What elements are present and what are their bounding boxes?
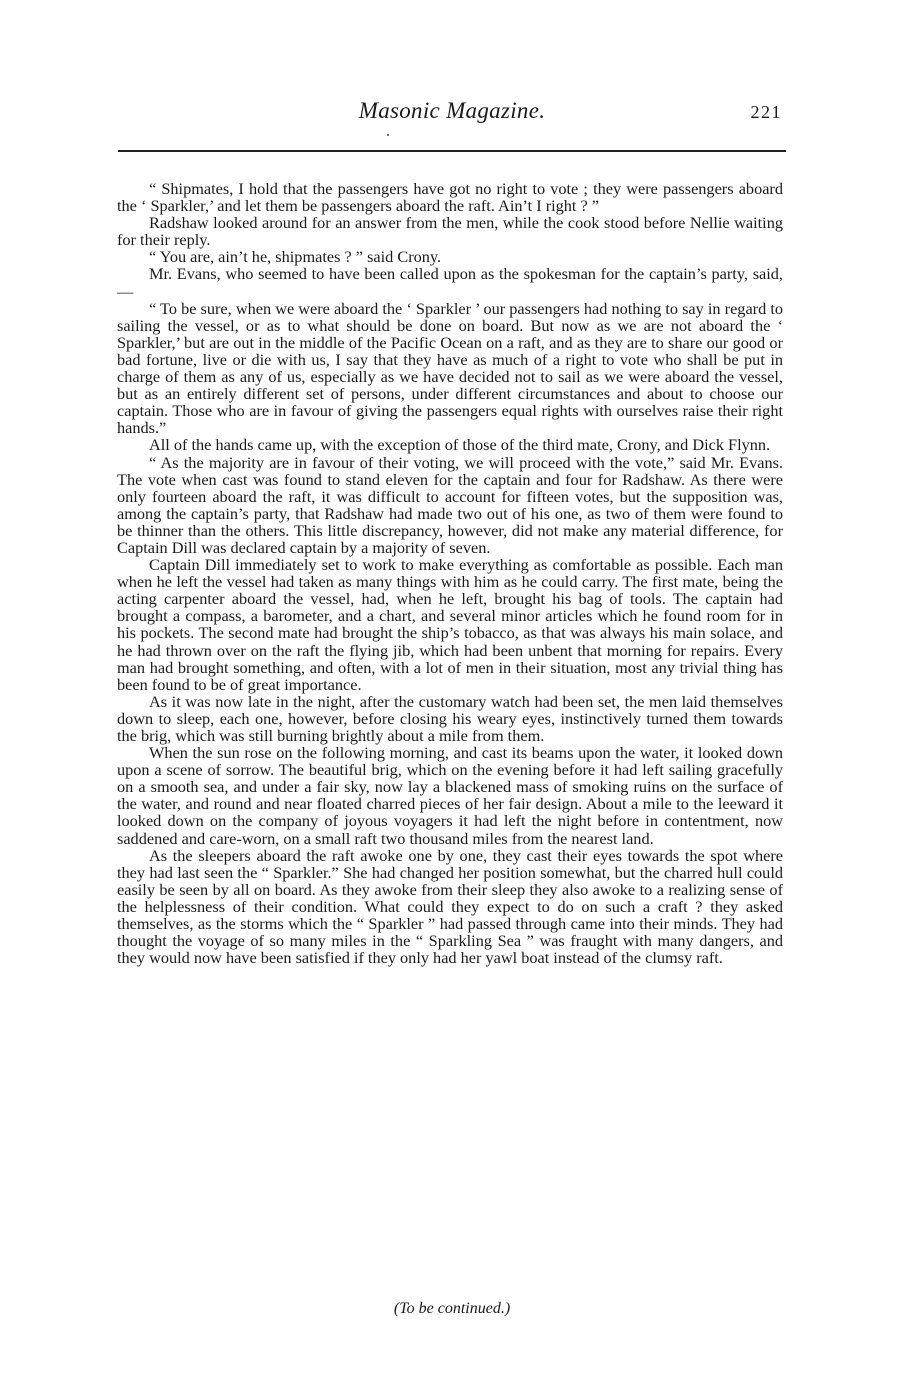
paragraph-7: “ As the majority are in favour of their voting, we will proceed with the vote,” said Mr. Evans. The vote when cast was found to stand eleven for the captain and four for Radshaw. As there were only fourteen aboard the raft, it was difficult to account for fifteen votes, but the supposition was, among the captain’s party, that Radshaw had made two out of his one, as two of them were found to be thinner than the others. This little discrepancy, however, did not make any material difference, for Captain Dill was declared captain by a majority of seven.: [117, 452, 783, 557]
paragraph-9: As it was now late in the night, after the customary watch had been set, the men laid themselves down to sleep, each one, however, before closing his weary eyes, instinctively turned them towards the brig, which was still burning brightly about a mile from them.: [117, 691, 783, 745]
page-number: 221: [750, 102, 782, 122]
paragraph-2: Radshaw looked around for an answer from the men, while the cook stood before Nellie waiting for their reply.: [117, 213, 783, 250]
header-rule: [118, 150, 786, 152]
running-title: Masonic Magazine.: [358, 98, 546, 123]
paragraph-5: “ To be sure, when we were aboard the ‘ Sparkler ’ our passengers had nothing to say in regard to sailing the vessel, or as to what should be done on board. But now as we are not aboard the ‘ Sparkler,’ but are out in the middle of the Pacific Ocean on a raft, and as they are to share our good or bad fortune, live or die with us, I say that they have as much of a right to vote who shall be put in charge of them as any of us, especially as we have decided not to sail as we were aboard the vessel, but as an entirely different set of persons, under different circumstances and about to choose our captain. Those who are in favour of giving the passengers equal rights with ourselves raise their right hands.”: [117, 298, 783, 438]
paragraph-4: Mr. Evans, who seemed to have been called upon as the spokesman for the captain’s party, said,—: [117, 264, 783, 301]
paragraph-8: Captain Dill immediately set to work to make everything as comfortable as possible. Each man when he left the vessel had taken as many things with him as he could carry. The first mate, being the acting carpenter aboard the vessel, had, when he left, brought his bag of tools. The captain had brought a compass, a barometer, and a chart, and several minor articles which he found room for in his pockets. The second mate had brought the ship’s tobacco, as that was always his main solace, and he had thrown over on the raft the flying jib, which had been unbent that morning for repairs. Every man had brought something, and often, with a lot of men in their situation, most any trivial thing has been found to be of great importance.: [117, 555, 783, 694]
paragraph-11: As the sleepers aboard the raft awoke one by one, they cast their eyes towards the spot where they had last seen the “ Sparkler.” She had changed her position somewhat, but the charred hull could easily be seen by all on board. As they awoke from their sleep they also awoke to a realizing sense of the helplessness of their condition. What could they expect to do on such a craft ? they asked themselves, as the storms which the “ Sparkler ” had passed through came into their minds. They had thought the voyage of so many miles in the “ Sparkling Sea ” was fraught with many dangers, and they would now have been satisfied if they only had her yawl boat instead of the clumsy raft.: [117, 845, 783, 968]
article-body: [117, 180, 783, 966]
page-header: [118, 98, 786, 134]
to-be-continued-note: (To be continued.): [393, 1300, 511, 1317]
paragraph-6: All of the hands came up, with the exception of those of the third mate, Crony, and Dick Flynn.: [149, 435, 771, 455]
paragraph-10: When the sun rose on the following morning, and cast its beams upon the water, it looked down upon a scene of sorrow. The beautiful brig, which on the evening before it had left sailing gracefully on a smooth sea, and under a fair sky, now lay a blackened mass of smoking ruins on the surface of the water, and round and near floated charred pieces of her fair design. About a mile to the leeward it looked down on the company of joyous voyagers it had left the night before in contentment, now saddened and care-worn, on a small raft two thousand miles from the nearest land.: [117, 743, 783, 848]
paragraph-3: “ You are, ain’t he, shipmates ? ” said Crony.: [149, 247, 442, 267]
paragraph-1: “ Shipmates, I hold that the passengers have got no right to vote ; they were passengers aboard the ‘ Sparkler,’ and let them be passengers aboard the raft. Ain’t I right ? ”: [117, 179, 783, 216]
ink-speck: [387, 134, 389, 136]
